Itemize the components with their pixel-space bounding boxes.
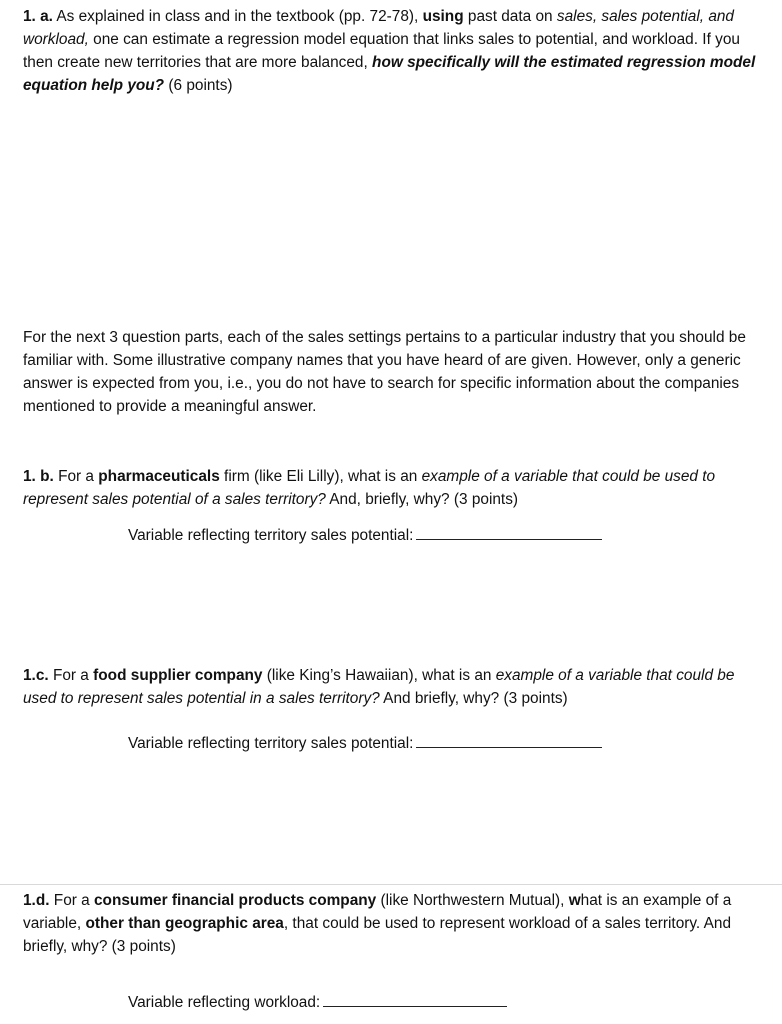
answer-1d-label: Variable reflecting workload: bbox=[128, 994, 321, 1011]
answer-1b-label: Variable reflecting territory sales potential: bbox=[128, 527, 414, 544]
question-1b-text-1: For a bbox=[53, 468, 99, 485]
question-1a-text-1: As explained in class and in the textbook (pp. 72-78), bbox=[52, 8, 423, 25]
question-1c-number: 1.c. bbox=[23, 667, 49, 684]
answer-1b bbox=[128, 524, 602, 547]
question-1b-text-2: pharmaceuticals bbox=[98, 468, 220, 485]
answer-1b-blank[interactable] bbox=[416, 525, 602, 540]
question-1b bbox=[23, 465, 763, 511]
section-divider bbox=[0, 884, 782, 885]
question-1d-text-4: w bbox=[568, 892, 581, 909]
question-1c-text-5: And briefly, why? (3 points) bbox=[379, 690, 568, 707]
question-1d-text-3: (like Northwestern Mutual), bbox=[376, 892, 569, 909]
question-1a-text-3: past data on bbox=[463, 8, 557, 25]
answer-1c bbox=[128, 732, 602, 755]
question-1a-text-4: sales, sales potential, and workload, bbox=[23, 8, 734, 48]
question-1a-text-6: how specifically will the estimated regression model equation help you? bbox=[23, 54, 756, 94]
question-1b-text-3: firm (like Eli Lilly), what is an bbox=[219, 468, 422, 485]
question-1c-text-2: food supplier company bbox=[93, 667, 263, 684]
question-1d-text-2: consumer financial products company bbox=[94, 892, 377, 909]
answer-1c-blank[interactable] bbox=[416, 733, 602, 748]
question-1a bbox=[23, 5, 763, 97]
answer-1c-label: Variable reflecting territory sales potential: bbox=[128, 735, 414, 752]
answer-1d-blank[interactable] bbox=[323, 992, 507, 1007]
question-1d-text-7: , that could be used to represent workload of a sales territory. And briefly, why? (3 points) bbox=[23, 915, 732, 955]
question-1c-text-3: (like King’s Hawaiian), what is an bbox=[262, 667, 496, 684]
question-1a-number: 1. a. bbox=[23, 8, 53, 25]
question-1d-text-1: For a bbox=[49, 892, 94, 909]
question-1a-text-7: (6 points) bbox=[164, 77, 233, 94]
question-1d-number: 1.d. bbox=[23, 892, 50, 909]
intro-paragraph: For the next 3 question parts, each of the sales settings pertains to a particular industry that you should be familiar with. Some illustrative company names that you have heard of are given. However, only a generic answer is expected from you, i.e., you do not have to search for specific information about the companies mentioned to provide a meaningful answer. bbox=[23, 329, 746, 415]
question-1b-text-4: example of a variable that could be used to represent sales potential of a sales territory? bbox=[23, 468, 716, 508]
question-1a-text-2: using bbox=[422, 8, 464, 25]
answer-1d bbox=[128, 991, 507, 1014]
question-1d bbox=[23, 889, 763, 958]
question-1c bbox=[23, 664, 763, 710]
question-1d-text-5: hat is an example of a variable, bbox=[23, 892, 732, 932]
question-1c-text-1: For a bbox=[48, 667, 94, 684]
question-1a-text-5: one can estimate a regression model equation that links sales to potential, and workload. If you then create new territories that are more balanced, bbox=[23, 31, 740, 71]
question-1c-text-4: example of a variable that could be used to represent sales potential in a sales territory? bbox=[23, 667, 735, 707]
question-1d-text-6: other than geographic area bbox=[85, 915, 284, 932]
question-1b-text-5: And, briefly, why? (3 points) bbox=[325, 491, 519, 508]
question-1b-number: 1. b. bbox=[23, 468, 54, 485]
